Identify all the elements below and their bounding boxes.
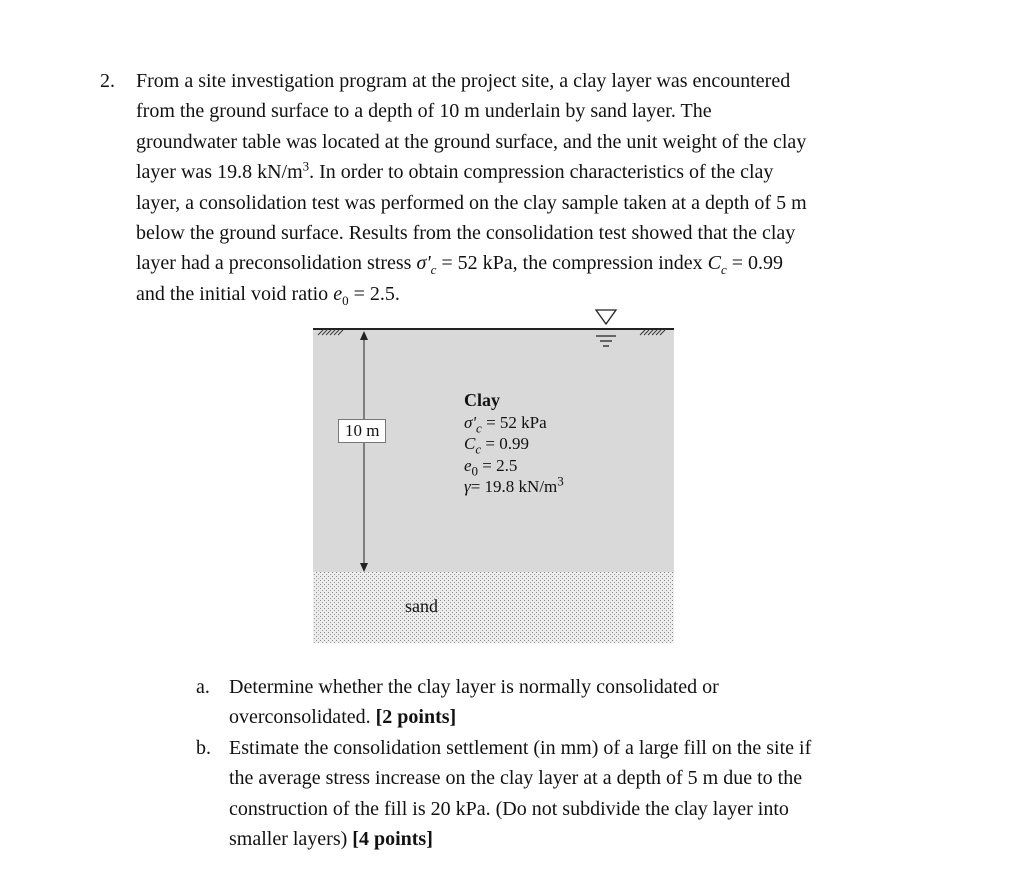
sub-question-a [196,672,916,733]
text-segment: = 0.99 [726,252,784,275]
question-line [136,248,916,278]
text-segment: and the initial void ratio [136,282,334,305]
e-subscript: 0 [471,462,479,478]
e-subscript: 0 [342,292,349,308]
question-number: 2. [100,70,115,92]
soil-profile-diagram [300,300,690,650]
e0-value: = 2.5 [478,455,518,475]
clay-cc [464,433,564,455]
clay-e0 [464,455,564,477]
sub-question-line [229,824,916,854]
sub-question-b [196,733,916,855]
superscript-3: 3 [557,473,564,489]
superscript-3: 3 [302,158,310,174]
sub-question-marker: a. [196,676,210,698]
sand-layer [313,572,674,643]
question-line: From a site investigation program at the project site, a clay layer was encountered [136,70,791,92]
sigma-symbol: σ' [416,252,431,275]
question-line: below the ground surface. Results from the consolidation test showed that the clay [136,222,796,245]
clay-gamma [464,473,564,498]
sub-question-line: construction of the fill is 20 kPa. (Do not subdivide the clay layer into [229,797,789,820]
sigma-subscript: c [430,262,437,278]
text-segment: . In order to obtain compression characteristics of the clay [309,161,774,184]
depth-label: 10 m [338,419,386,443]
text-segment: overconsolidated. [229,706,376,729]
sigma-symbol: σ' [464,412,477,432]
points-label: [2 points] [375,706,457,729]
gamma-symbol: γ [464,477,471,496]
text-segment: = 2.5. [348,282,400,305]
clay-properties [464,390,564,498]
cc-value: = 0.99 [481,434,529,453]
question-line: groundwater table was located at the ground surface, and the unit weight of the clay [136,130,807,153]
points-label: [4 points] [352,828,433,851]
question-line: layer, a consolidation test was performed on the clay sample taken at a depth of 5 m [136,191,807,214]
question-line [136,157,916,187]
sub-question-line: Estimate the consolidation settlement (in mm) of a large fill on the site if [229,736,812,759]
cc-subscript: c [720,262,727,278]
cc-subscript: c [475,441,482,457]
text-segment: = 52 kPa, the compression index [436,252,708,275]
text-segment: layer had a preconsolidation stress [136,252,417,275]
cc-symbol: C [464,434,476,453]
sub-questions [196,672,916,854]
gamma-value: = 19.8 kN/m [470,477,558,496]
sub-question-line [229,702,916,732]
e-symbol: e [464,455,472,475]
sub-question-line: the average stress increase on the clay layer at a depth of 5 m due to the [229,767,803,790]
clay-sigma [464,412,564,434]
question-text [136,66,916,309]
e-symbol: e [333,282,343,305]
clay-label: Clay [464,390,500,410]
text-segment: smaller layers) [229,828,353,851]
question-line: from the ground surface to a depth of 10 m underlain by sand layer. The [136,100,712,123]
cc-symbol: C [707,252,721,275]
sigma-subscript: c [476,419,482,435]
sub-question-marker: b. [196,736,211,759]
sand-label: sand [405,596,438,616]
sub-question-line: Determine whether the clay layer is normally consolidated or [229,676,719,698]
text-segment: layer was 19.8 kN/m [136,161,303,184]
sigma-value: = 52 kPa [481,412,547,432]
